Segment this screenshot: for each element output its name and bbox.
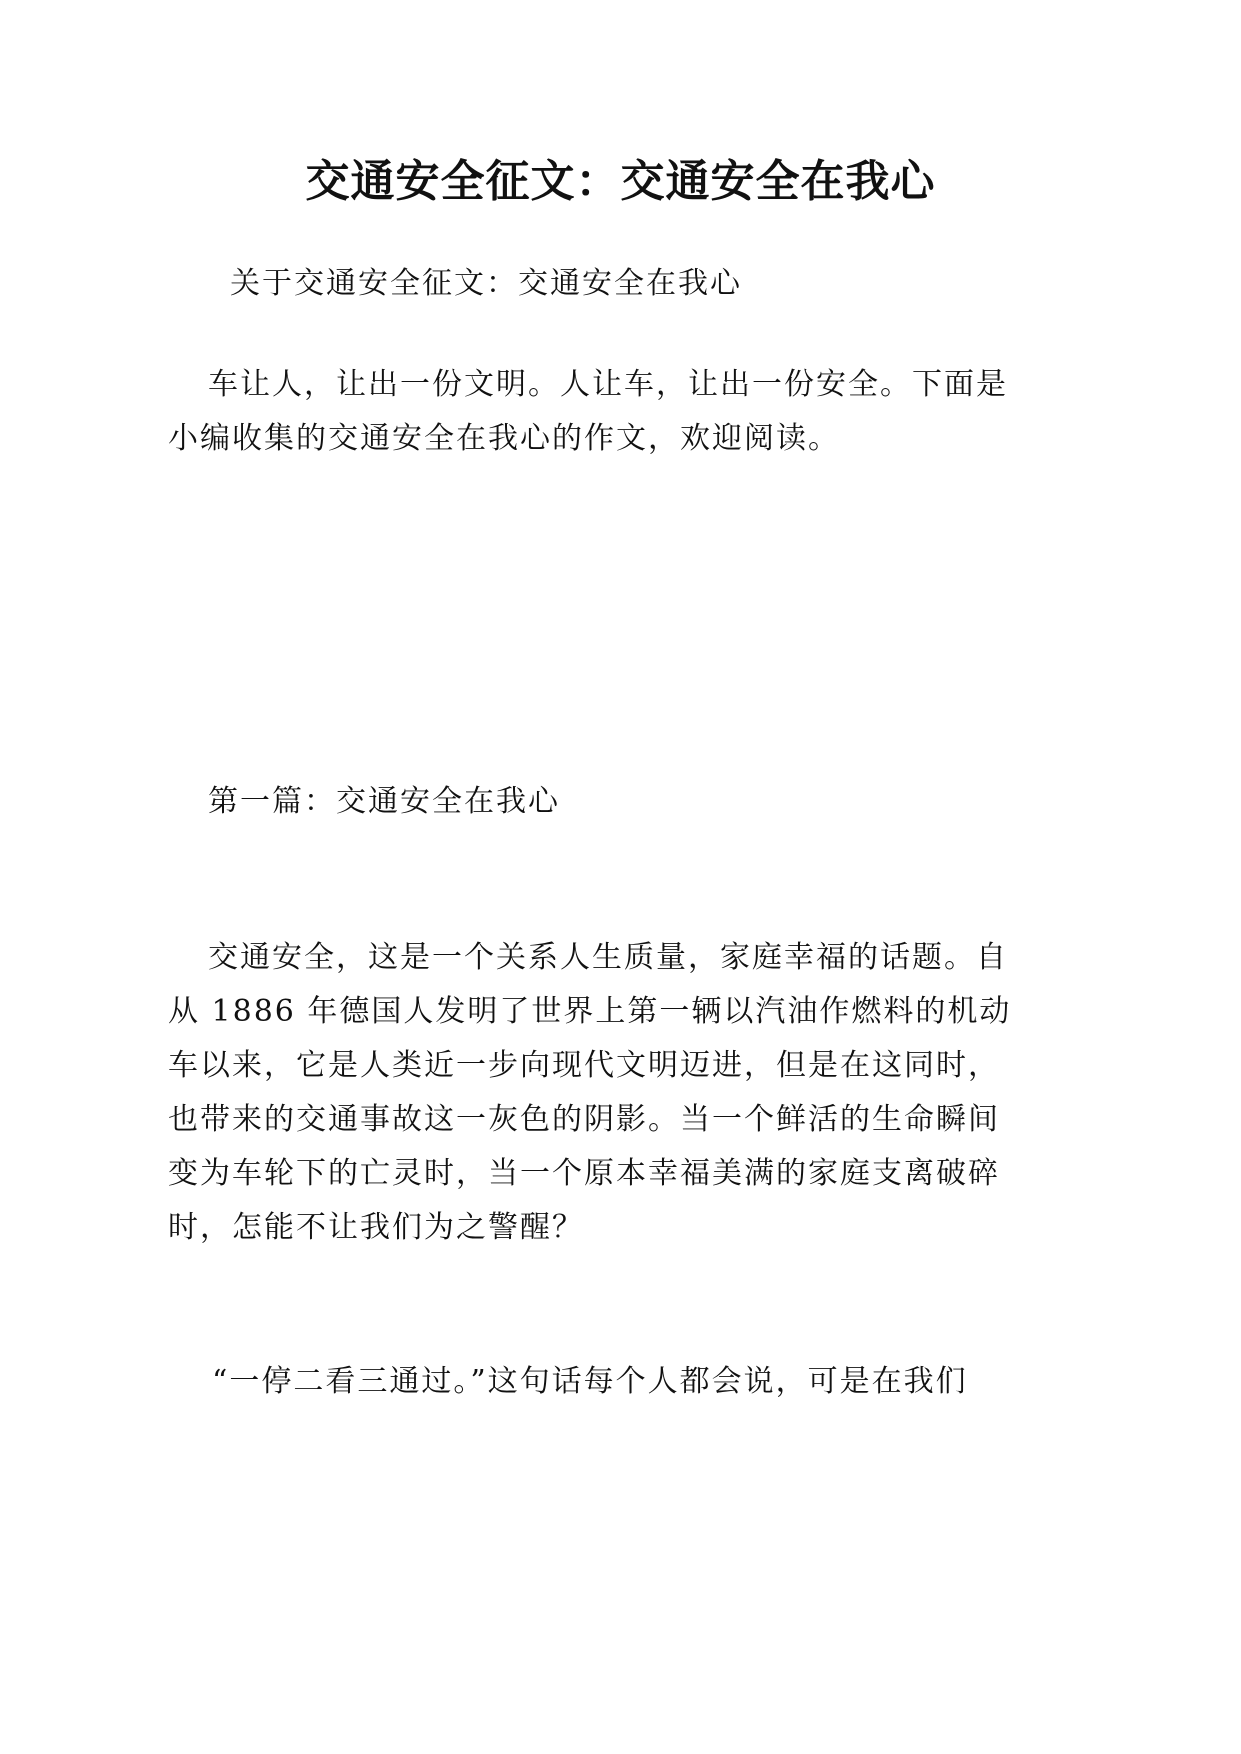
paragraph1-line-5: 变为车轮下的亡灵时，当一个原本幸福美满的家庭支离破碎 — [168, 1156, 1000, 1191]
intro-line-2: 小编收集的交通安全在我心的作文，欢迎阅读。 — [168, 421, 840, 456]
intro-line-1: 车让人，让出一份文明。人让车，让出一份安全。下面是 — [208, 367, 1008, 402]
subtitle: 关于交通安全征文：交通安全在我心 — [230, 266, 742, 301]
paragraph1-line-3: 车以来，它是人类近一步向现代文明迈进，但是在这同时， — [168, 1048, 1000, 1083]
document-title: 交通安全征文：交通安全在我心 — [305, 156, 936, 207]
paragraph1-line-1: 交通安全，这是一个关系人生质量，家庭幸福的话题。自 — [208, 940, 1008, 975]
paragraph1-line-4: 也带来的交通事故这一灰色的阴影。当一个鲜活的生命瞬间 — [168, 1102, 1000, 1137]
paragraph1-line-6: 时，怎能不让我们为之警醒？ — [168, 1210, 584, 1245]
paragraph2-line-1: “一停二看三通过。”这句话每个人都会说，可是在我们 — [212, 1364, 968, 1399]
paragraph1-line-2: 从 1886 年德国人发明了世界上第一辆以汽油作燃料的机动 — [168, 994, 1012, 1029]
section-heading: 第一篇：交通安全在我心 — [208, 784, 560, 819]
